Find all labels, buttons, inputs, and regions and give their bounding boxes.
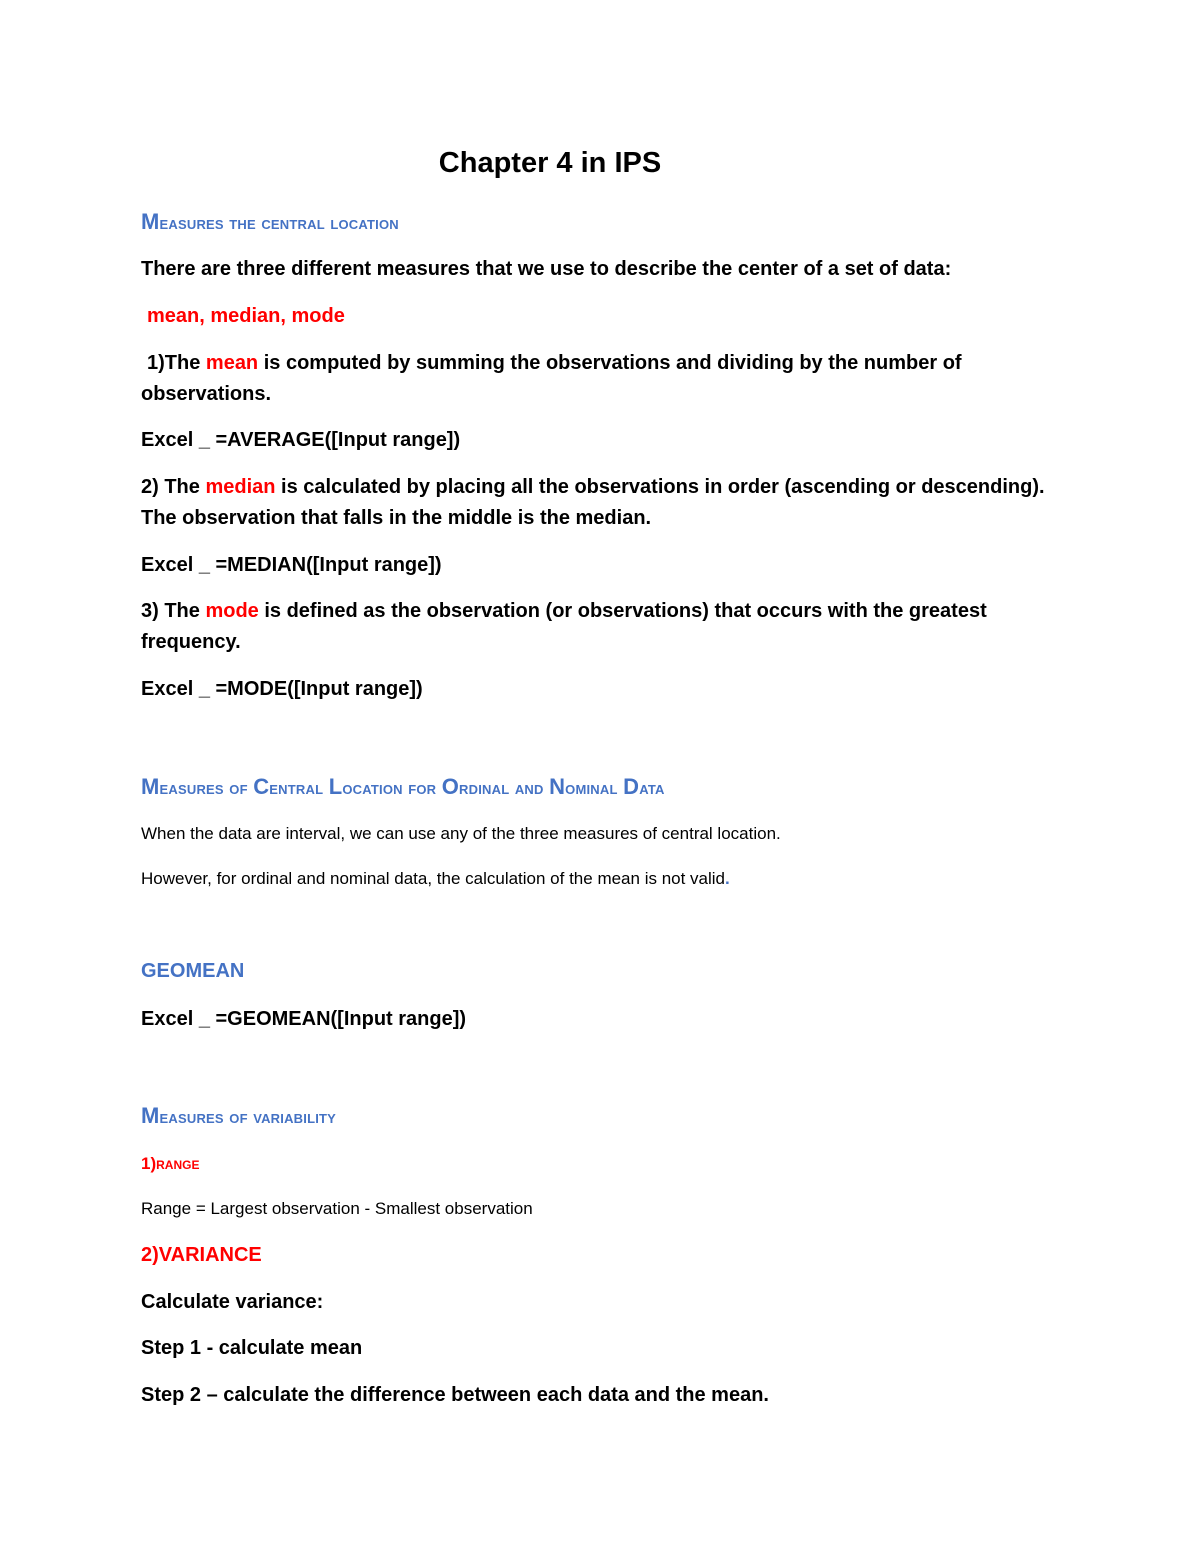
heading-text: ocation for [342, 778, 442, 799]
mode-definition [141, 599, 987, 623]
heading-initial: L [328, 774, 343, 799]
step-1-text: Step 1 - calculate mean [141, 1337, 363, 1359]
median-term: median [205, 476, 276, 498]
measures-list: mean, median, mode [147, 305, 345, 327]
ordinal-nominal-note [141, 869, 730, 889]
mode-definition-cont: frequency. [141, 631, 241, 653]
range-number: 1) [141, 1154, 157, 1173]
page-title: Chapter 4 in IPS [438, 147, 662, 179]
heading-text: easures the central location [159, 213, 399, 234]
heading-text: easures of [159, 778, 254, 799]
median-prefix: 2) The [141, 476, 206, 498]
median-definition [141, 475, 1045, 499]
median-suffix: is calculated by placing all the observations in order (ascending or descending). [275, 476, 1045, 498]
median-definition-cont: The observation that falls in the middle is the median. [141, 507, 652, 529]
heading-initial: M [141, 1103, 160, 1128]
heading-initial: M [141, 209, 160, 234]
mean-prefix: 1)The [147, 352, 206, 374]
mean-definition [147, 351, 962, 375]
mode-term: mode [205, 600, 259, 622]
heading-initial: N [549, 774, 566, 799]
step-2-text: Step 2 – calculate the difference between each data and the mean. [141, 1384, 769, 1406]
range-label [141, 1154, 199, 1174]
section-heading-ordinal-nominal [141, 774, 665, 801]
note-period: . [725, 869, 730, 888]
mean-suffix: is computed by summing the observations and dividing by the number of [258, 352, 962, 374]
section-heading-central-location [141, 209, 399, 236]
section-heading-variability [141, 1103, 336, 1130]
heading-text: ata [639, 778, 665, 799]
heading-text: rdinal and [459, 778, 550, 799]
mean-definition-cont: observations. [141, 383, 272, 405]
note-text: However, for ordinal and nominal data, the calculation of the mean is not valid [141, 869, 726, 888]
heading-initial: M [141, 774, 160, 799]
range-word: range [156, 1154, 200, 1173]
mode-excel-formula: Excel _ =MODE([Input range]) [141, 678, 423, 700]
mode-prefix: 3) The [141, 600, 206, 622]
mean-excel-formula: Excel _ =AVERAGE([Input range]) [141, 429, 461, 451]
mean-term: mean [205, 352, 259, 374]
mode-suffix: is defined as the observation (or observations) that occurs with the greatest [258, 600, 987, 622]
geomean-excel-formula: Excel _ =GEOMEAN([Input range]) [141, 1008, 467, 1030]
heading-text: easures of variability [159, 1107, 337, 1128]
heading-text: ominal [565, 778, 624, 799]
intro-text: There are three different measures that we use to describe the center of a set of data: [141, 258, 952, 280]
heading-text: entral [269, 778, 329, 799]
section-heading-geomean: GEOMEAN [141, 960, 245, 982]
heading-initial: D [623, 774, 640, 799]
heading-initial: O [441, 774, 460, 799]
interval-data-note: When the data are interval, we can use any of the three measures of central location. [141, 824, 781, 843]
heading-initial: C [253, 774, 270, 799]
range-formula: Range = Largest observation - Smallest observation [141, 1199, 533, 1218]
calculate-variance-text: Calculate variance: [141, 1291, 324, 1313]
median-excel-formula: Excel _ =MEDIAN([Input range]) [141, 554, 442, 576]
variance-label: 2)VARIANCE [141, 1244, 262, 1266]
